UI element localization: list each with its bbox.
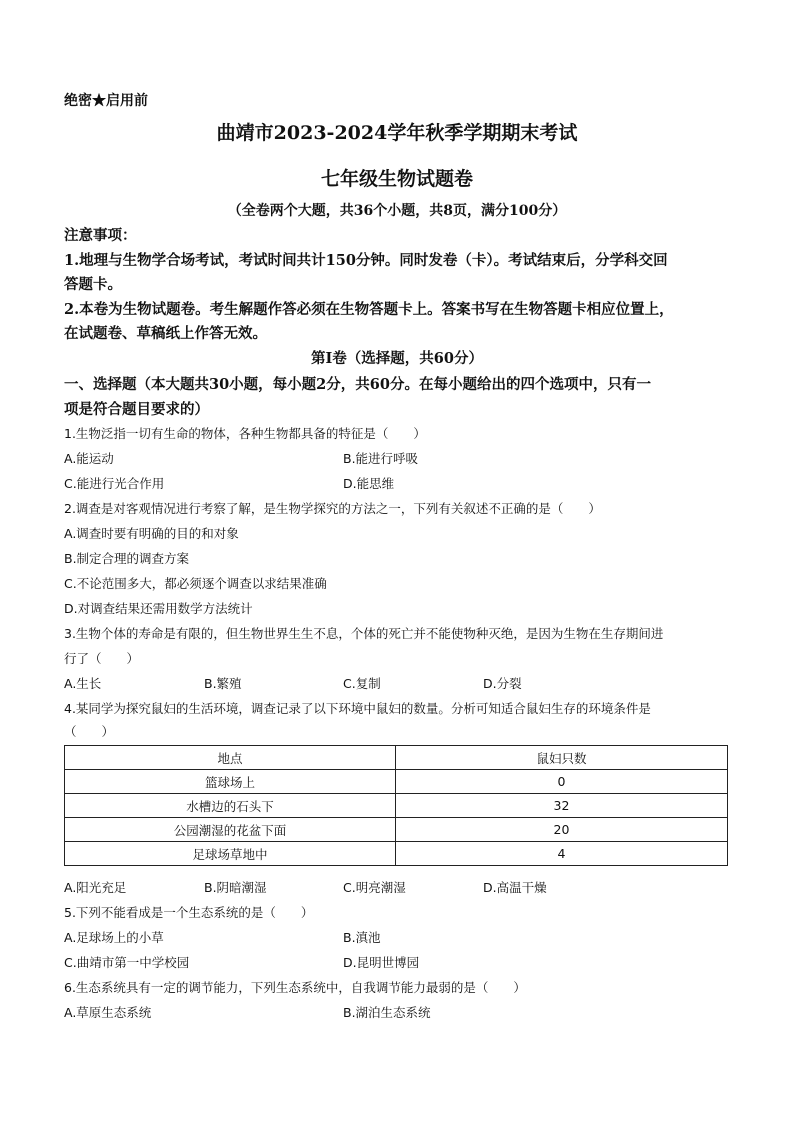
table-cell-count: 20	[396, 818, 728, 842]
question-5-stem: 5.下列不能看成是一个生态系统的是（ ）	[64, 905, 314, 920]
question-4-option-b: B.阴暗潮湿	[204, 880, 267, 895]
woodlouse-survey-table	[64, 745, 728, 866]
question-6-option-b: B.湖泊生态系统	[343, 1005, 431, 1020]
question-1-option-a: A.能运动	[64, 451, 114, 466]
confidential-label: 绝密★启用前	[64, 93, 148, 109]
question-5-option-d: D.昆明世博园	[343, 955, 420, 970]
note-1-line-1: 1.地理与生物学合场考试，考试时间共计150分钟。同时发卷（卡）。考试结束后，分学科交回	[64, 252, 668, 269]
question-6-stem: 6.生态系统具有一定的调节能力，下列生态系统中，自我调节能力最弱的是（ ）	[64, 980, 526, 995]
table-header-row	[65, 746, 728, 770]
question-3-option-b: B.繁殖	[204, 676, 242, 691]
question-4-stem-line-1: 4.某同学为探究鼠妇的生活环境，调查记录了以下环境中鼠妇的数量。分析可知适合鼠妇生存的环境条件是	[64, 701, 651, 716]
question-4-option-c: C.明亮潮湿	[343, 880, 406, 895]
question-1-option-c: C.能进行光合作用	[64, 476, 165, 491]
table-row	[65, 842, 728, 866]
question-2-option-a: A.调查时要有明确的目的和对象	[64, 526, 239, 541]
question-5-option-a: A.足球场上的小草	[64, 930, 164, 945]
section-instruction-line-2: 项是符合题目要求的）	[64, 401, 209, 418]
question-2-stem: 2.调查是对客观情况进行考察了解，是生物学探究的方法之一，下列有关叙述不正确的是（ ）	[64, 501, 601, 516]
table-row	[65, 818, 728, 842]
table-row	[65, 794, 728, 818]
table-cell-count: 32	[396, 794, 728, 818]
table-cell-count: 0	[396, 770, 728, 794]
question-4-option-a: A.阳光充足	[64, 880, 127, 895]
exam-title: 曲靖市2023-2024学年秋季学期期末考试	[216, 122, 578, 144]
question-3-option-c: C.复制	[343, 676, 381, 691]
paper-subtitle: （全卷两个大题，共36个小题，共8页，满分100分）	[227, 203, 567, 219]
note-2-line-2: 在试题卷、草稿纸上作答无效。	[64, 325, 267, 342]
table-cell-location: 篮球场上	[65, 770, 396, 794]
paper-title: 七年级生物试题卷	[320, 168, 473, 190]
question-6-option-a: A.草原生态系统	[64, 1005, 152, 1020]
notes-heading: 注意事项：	[64, 227, 137, 244]
question-1-option-b: B.能进行呼吸	[343, 451, 419, 466]
question-3-stem-line-1: 3.生物个体的寿命是有限的，但生物世界生生不息，个体的死亡并不能使物种灭绝，是因为生物在生存期间进	[64, 626, 664, 641]
table-cell-count: 4	[396, 842, 728, 866]
note-2-line-1: 2.本卷为生物试题卷。考生解题作答必须在生物答题卡上。答案书写在生物答题卡相应位置上，	[64, 301, 674, 318]
question-5-option-b: B.滇池	[343, 930, 381, 945]
table-header-count: 鼠妇只数	[396, 746, 728, 770]
question-1-option-d: D.能思维	[343, 476, 395, 491]
table-row	[65, 770, 728, 794]
table-cell-location: 足球场草地中	[65, 842, 396, 866]
question-2-option-c: C.不论范围多大，都必须逐个调查以求结果准确	[64, 576, 327, 591]
section-title: 第Ⅰ卷（选择题，共60分）	[311, 350, 483, 367]
section-instruction-line-1: 一、选择题（本大题共30小题，每小题2分，共60分。在每小题给出的四个选项中，只有一	[64, 376, 651, 393]
question-2-option-b: B.制定合理的调查方案	[64, 551, 190, 566]
question-3-option-a: A.生长	[64, 676, 102, 691]
table-header-location: 地点	[65, 746, 396, 770]
question-3-stem-line-2: 行了（ ）	[64, 651, 140, 666]
question-2-option-d: D.对调查结果还需用数学方法统计	[64, 601, 253, 616]
note-1-line-2: 答题卡。	[64, 276, 122, 293]
question-5-option-c: C.曲靖市第一中学校园	[64, 955, 190, 970]
question-1-stem: 1.生物泛指一切有生命的物体，各种生物都具备的特征是（ ）	[64, 426, 426, 441]
table-cell-location: 水槽边的石头下	[65, 794, 396, 818]
question-4-stem-line-2: （ ）	[64, 724, 115, 739]
table-cell-location: 公园潮湿的花盆下面	[65, 818, 396, 842]
question-3-option-d: D.分裂	[483, 676, 522, 691]
question-4-option-d: D.高温干燥	[483, 880, 547, 895]
